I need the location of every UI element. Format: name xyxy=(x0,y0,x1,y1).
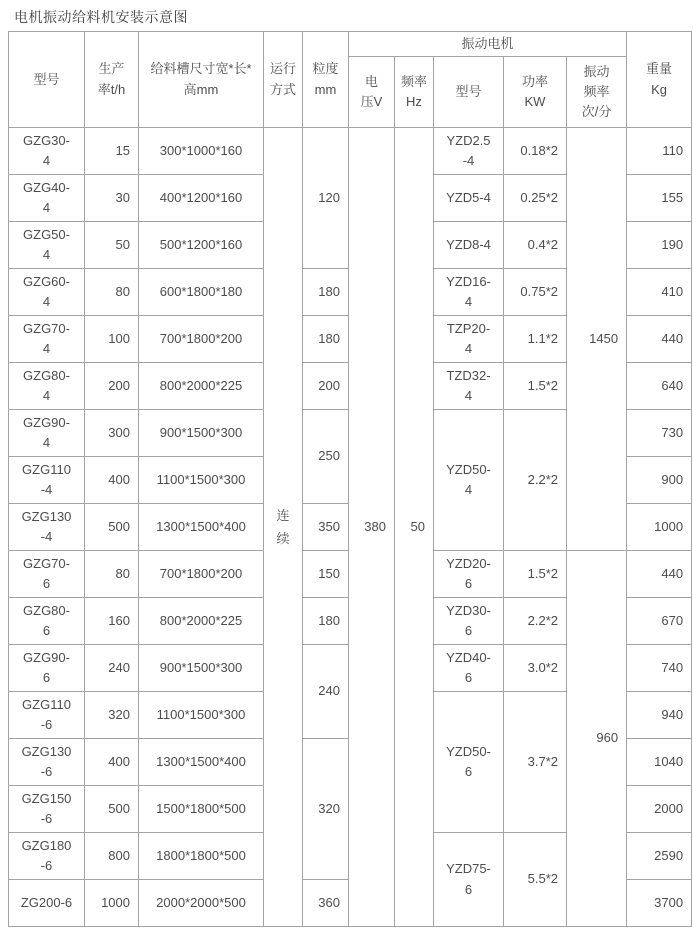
cell-weight: 2000 xyxy=(627,786,692,833)
cell-motor-model: YZD50-6 xyxy=(434,692,504,833)
cell-weight: 190 xyxy=(627,222,692,269)
cell-power: 1.5*2 xyxy=(504,363,567,410)
cell-rate: 500 xyxy=(85,504,139,551)
cell-motor-model: YZD16-4 xyxy=(434,269,504,316)
cell-trough: 900*1500*300 xyxy=(139,645,264,692)
cell-power: 0.18*2 xyxy=(504,128,567,175)
cell-weight: 110 xyxy=(627,128,692,175)
col-header-motor-model xyxy=(434,57,504,128)
cell-rate: 80 xyxy=(85,269,139,316)
cell-weight: 740 xyxy=(627,645,692,692)
cell-rate: 80 xyxy=(85,551,139,598)
cell-model: GZG110-6 xyxy=(9,692,85,739)
cell-model: GZG80-6 xyxy=(9,598,85,645)
cell-weight: 1040 xyxy=(627,739,692,786)
col-header-trough-label: 给料槽尺寸宽*长*高mm xyxy=(150,61,252,97)
cell-weight: 730 xyxy=(627,410,692,457)
col-header-trough xyxy=(139,32,264,128)
cell-model: GZG90-6 xyxy=(9,645,85,692)
cell-trough: 1300*1500*400 xyxy=(139,739,264,786)
cell-weight: 440 xyxy=(627,551,692,598)
col-header-vib-freq-label: 振动频率次/分 xyxy=(581,63,612,120)
cell-trough: 300*1000*160 xyxy=(139,128,264,175)
cell-weight: 440 xyxy=(627,316,692,363)
cell-model: GZG60-4 xyxy=(9,269,85,316)
cell-model: ZG200-6 xyxy=(9,880,85,927)
cell-weight: 3700 xyxy=(627,880,692,927)
cell-rate: 200 xyxy=(85,363,139,410)
cell-model: GZG90-4 xyxy=(9,410,85,457)
cell-rate: 400 xyxy=(85,739,139,786)
cell-frequency: 50 xyxy=(395,128,434,927)
cell-motor-model: YZD8-4 xyxy=(434,222,504,269)
spec-table xyxy=(8,31,692,927)
cell-rate: 400 xyxy=(85,457,139,504)
cell-rate: 30 xyxy=(85,175,139,222)
cell-model: GZG110-4 xyxy=(9,457,85,504)
col-header-granularity-label: 粒度mm xyxy=(312,61,339,97)
cell-weight: 155 xyxy=(627,175,692,222)
cell-power: 0.4*2 xyxy=(504,222,567,269)
cell-power: 1.1*2 xyxy=(504,316,567,363)
cell-rate: 160 xyxy=(85,598,139,645)
cell-motor-model: YZD20-6 xyxy=(434,551,504,598)
cell-granularity: 350 xyxy=(303,504,349,551)
cell-motor-model: YZD2.5-4 xyxy=(434,128,504,175)
cell-trough: 1500*1800*500 xyxy=(139,786,264,833)
cell-granularity: 240 xyxy=(303,645,349,739)
cell-granularity: 180 xyxy=(303,598,349,645)
cell-trough: 800*2000*225 xyxy=(139,598,264,645)
cell-model: GZG70-6 xyxy=(9,551,85,598)
col-header-weight xyxy=(627,32,692,128)
cell-power: 1.5*2 xyxy=(504,551,567,598)
cell-vibration-frequency: 1450 xyxy=(567,128,627,551)
cell-model: GZG150-6 xyxy=(9,786,85,833)
cell-voltage: 380 xyxy=(349,128,395,927)
cell-vibration-frequency: 960 xyxy=(567,551,627,927)
col-header-granularity xyxy=(303,32,349,128)
col-header-motor-group: 振动电机 xyxy=(349,32,627,57)
cell-motor-model: YZD50-4 xyxy=(434,410,504,551)
col-header-model-label: 型号 xyxy=(33,71,60,87)
cell-weight: 1000 xyxy=(627,504,692,551)
cell-motor-model: TZD32-4 xyxy=(434,363,504,410)
cell-model: GZG80-4 xyxy=(9,363,85,410)
col-header-voltage-label: 电压V xyxy=(360,73,383,109)
cell-granularity: 180 xyxy=(303,316,349,363)
cell-weight: 940 xyxy=(627,692,692,739)
cell-rate: 300 xyxy=(85,410,139,457)
cell-model: GZG50-4 xyxy=(9,222,85,269)
cell-power: 2.2*2 xyxy=(504,410,567,551)
cell-weight: 2590 xyxy=(627,833,692,880)
col-header-weight-label: 重量Kg xyxy=(646,61,673,97)
cell-trough: 1800*1800*500 xyxy=(139,833,264,880)
cell-granularity: 120 xyxy=(303,128,349,269)
cell-rate: 100 xyxy=(85,316,139,363)
cell-trough: 2000*2000*500 xyxy=(139,880,264,927)
cell-model: GZG40-4 xyxy=(9,175,85,222)
cell-weight: 410 xyxy=(627,269,692,316)
table-row xyxy=(9,128,692,175)
cell-model: GZG70-4 xyxy=(9,316,85,363)
cell-model: GZG30-4 xyxy=(9,128,85,175)
col-header-model xyxy=(9,32,85,128)
cell-model: GZG180-6 xyxy=(9,833,85,880)
cell-granularity: 200 xyxy=(303,363,349,410)
cell-rate: 320 xyxy=(85,692,139,739)
cell-granularity: 150 xyxy=(303,551,349,598)
cell-rate: 1000 xyxy=(85,880,139,927)
cell-granularity: 180 xyxy=(303,269,349,316)
cell-trough: 1300*1500*400 xyxy=(139,504,264,551)
col-header-voltage xyxy=(349,57,395,128)
cell-model: GZG130-4 xyxy=(9,504,85,551)
cell-motor-model: TZP20-4 xyxy=(434,316,504,363)
cell-trough: 800*2000*225 xyxy=(139,363,264,410)
cell-weight: 640 xyxy=(627,363,692,410)
cell-motor-model: YZD40-6 xyxy=(434,645,504,692)
col-header-vib-freq xyxy=(567,57,627,128)
col-header-frequency xyxy=(395,57,434,128)
cell-power: 3.7*2 xyxy=(504,692,567,833)
col-header-rate-label: 生产率t/h xyxy=(97,61,126,97)
col-header-mode-label: 运行方式 xyxy=(269,61,296,97)
col-header-rate xyxy=(85,32,139,128)
cell-mode: 连续 xyxy=(264,128,303,927)
cell-granularity: 320 xyxy=(303,739,349,880)
page-title: 电机振动给料机安装示意图 xyxy=(14,9,188,25)
cell-motor-model: YZD75-6 xyxy=(434,833,504,927)
cell-weight: 900 xyxy=(627,457,692,504)
header-row-group xyxy=(9,32,692,57)
cell-motor-model: YZD30-6 xyxy=(434,598,504,645)
cell-rate: 240 xyxy=(85,645,139,692)
col-header-motor-model-label: 型号 xyxy=(455,84,482,100)
cell-granularity: 250 xyxy=(303,410,349,504)
cell-trough: 700*1800*200 xyxy=(139,316,264,363)
cell-trough: 400*1200*160 xyxy=(139,175,264,222)
cell-rate: 500 xyxy=(85,786,139,833)
cell-weight: 670 xyxy=(627,598,692,645)
col-header-frequency-label: 频率Hz xyxy=(401,73,428,109)
col-header-power-label: 功率KW xyxy=(521,73,548,109)
cell-power: 0.75*2 xyxy=(504,269,567,316)
cell-rate: 800 xyxy=(85,833,139,880)
cell-trough: 1100*1500*300 xyxy=(139,457,264,504)
col-header-mode xyxy=(264,32,303,128)
cell-power: 5.5*2 xyxy=(504,833,567,927)
cell-granularity: 360 xyxy=(303,880,349,927)
cell-power: 2.2*2 xyxy=(504,598,567,645)
cell-trough: 600*1800*180 xyxy=(139,269,264,316)
cell-power: 0.25*2 xyxy=(504,175,567,222)
cell-trough: 1100*1500*300 xyxy=(139,692,264,739)
cell-rate: 15 xyxy=(85,128,139,175)
cell-motor-model: YZD5-4 xyxy=(434,175,504,222)
col-header-power xyxy=(504,57,567,128)
cell-model: GZG130-6 xyxy=(9,739,85,786)
cell-trough: 900*1500*300 xyxy=(139,410,264,457)
cell-trough: 700*1800*200 xyxy=(139,551,264,598)
cell-rate: 50 xyxy=(85,222,139,269)
cell-trough: 500*1200*160 xyxy=(139,222,264,269)
cell-power: 3.0*2 xyxy=(504,645,567,692)
